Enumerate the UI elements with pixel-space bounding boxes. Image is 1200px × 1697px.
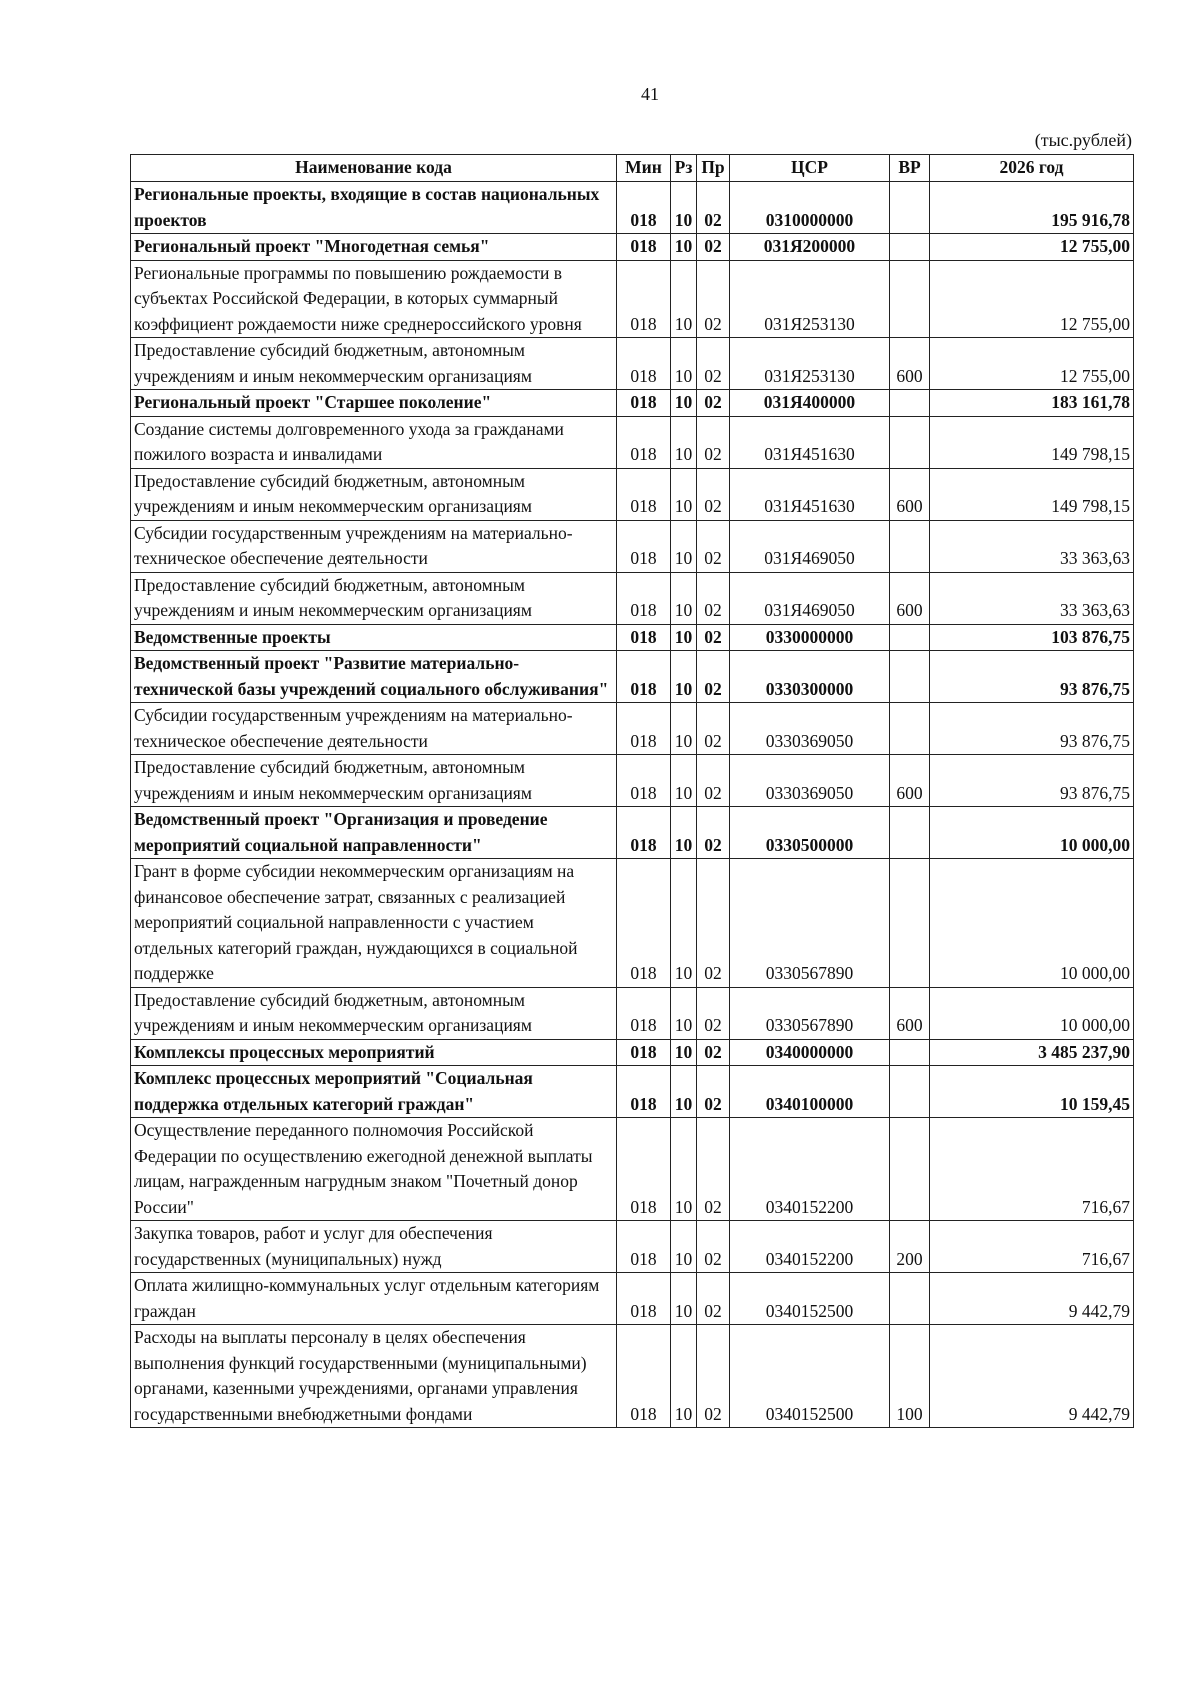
cell-rz: 10 xyxy=(671,1039,697,1066)
table-row xyxy=(131,1221,1134,1273)
cell-pr: 02 xyxy=(697,1118,730,1221)
cell-pr: 02 xyxy=(697,987,730,1039)
cell-name: Предоставление субсидий бюджетным, автономным учреждениям и иным некоммерческим организациям xyxy=(131,987,617,1039)
header-year: 2026 год xyxy=(930,155,1134,182)
cell-pr: 02 xyxy=(697,468,730,520)
cell-min: 018 xyxy=(617,468,671,520)
cell-name: Ведомственные проекты xyxy=(131,624,617,651)
cell-vr xyxy=(890,234,930,261)
cell-amount: 716,67 xyxy=(930,1118,1134,1221)
cell-min: 018 xyxy=(617,703,671,755)
cell-csr: 0330567890 xyxy=(730,987,890,1039)
cell-name: Создание системы долговременного ухода за гражданами пожилого возраста и инвалидами xyxy=(131,416,617,468)
cell-pr: 02 xyxy=(697,260,730,338)
cell-vr: 600 xyxy=(890,572,930,624)
cell-vr: 600 xyxy=(890,468,930,520)
cell-name: Расходы на выплаты персоналу в целях обеспечения выполнения функций государственными (муниципальными) органами, казенными учреждениями, органами управления государственными внебюджетными фондами xyxy=(131,1325,617,1428)
cell-min: 018 xyxy=(617,1325,671,1428)
table-body xyxy=(131,182,1134,1428)
cell-name: Комплекс процессных мероприятий "Социальная поддержка отдельных категорий граждан" xyxy=(131,1066,617,1118)
table-row xyxy=(131,234,1134,261)
cell-rz: 10 xyxy=(671,390,697,417)
cell-name: Региональный проект "Многодетная семья" xyxy=(131,234,617,261)
cell-vr xyxy=(890,1273,930,1325)
cell-pr: 02 xyxy=(697,338,730,390)
cell-rz: 10 xyxy=(671,1273,697,1325)
cell-name: Ведомственный проект "Развитие материально-технической базы учреждений социального обслуживания" xyxy=(131,651,617,703)
cell-min: 018 xyxy=(617,338,671,390)
cell-pr: 02 xyxy=(697,807,730,859)
cell-name: Субсидии государственным учреждениям на материально-техническое обеспечение деятельности xyxy=(131,520,617,572)
budget-table xyxy=(130,154,1134,1428)
cell-name: Ведомственный проект "Организация и проведение мероприятий социальной направленности" xyxy=(131,807,617,859)
cell-pr: 02 xyxy=(697,703,730,755)
table-row xyxy=(131,520,1134,572)
table-row xyxy=(131,651,1134,703)
header-name: Наименование кода xyxy=(131,155,617,182)
cell-vr xyxy=(890,1066,930,1118)
cell-pr: 02 xyxy=(697,651,730,703)
cell-amount: 93 876,75 xyxy=(930,703,1134,755)
table-row xyxy=(131,1066,1134,1118)
cell-pr: 02 xyxy=(697,1221,730,1273)
cell-rz: 10 xyxy=(671,260,697,338)
table-row xyxy=(131,807,1134,859)
cell-name: Комплексы процессных мероприятий xyxy=(131,1039,617,1066)
cell-csr: 031Я451630 xyxy=(730,416,890,468)
cell-rz: 10 xyxy=(671,807,697,859)
cell-pr: 02 xyxy=(697,234,730,261)
cell-pr: 02 xyxy=(697,859,730,988)
cell-min: 018 xyxy=(617,260,671,338)
cell-min: 018 xyxy=(617,1118,671,1221)
cell-csr: 0330300000 xyxy=(730,651,890,703)
cell-rz: 10 xyxy=(671,182,697,234)
table-row xyxy=(131,182,1134,234)
cell-min: 018 xyxy=(617,520,671,572)
cell-min: 018 xyxy=(617,755,671,807)
cell-min: 018 xyxy=(617,1039,671,1066)
cell-min: 018 xyxy=(617,807,671,859)
cell-rz: 10 xyxy=(671,234,697,261)
cell-csr: 0340000000 xyxy=(730,1039,890,1066)
cell-vr xyxy=(890,859,930,988)
cell-pr: 02 xyxy=(697,1273,730,1325)
cell-csr: 031Я200000 xyxy=(730,234,890,261)
cell-name: Предоставление субсидий бюджетным, автономным учреждениям и иным некоммерческим организациям xyxy=(131,338,617,390)
cell-amount: 12 755,00 xyxy=(930,338,1134,390)
cell-min: 018 xyxy=(617,1066,671,1118)
header-pr: Пр xyxy=(697,155,730,182)
table-row xyxy=(131,390,1134,417)
cell-min: 018 xyxy=(617,182,671,234)
cell-csr: 031Я469050 xyxy=(730,520,890,572)
cell-csr: 0330567890 xyxy=(730,859,890,988)
cell-rz: 10 xyxy=(671,987,697,1039)
cell-pr: 02 xyxy=(697,624,730,651)
cell-min: 018 xyxy=(617,572,671,624)
cell-vr xyxy=(890,807,930,859)
cell-csr: 031Я253130 xyxy=(730,338,890,390)
cell-pr: 02 xyxy=(697,572,730,624)
cell-amount: 195 916,78 xyxy=(930,182,1134,234)
cell-vr xyxy=(890,390,930,417)
cell-amount: 33 363,63 xyxy=(930,572,1134,624)
cell-vr xyxy=(890,520,930,572)
cell-vr xyxy=(890,624,930,651)
cell-min: 018 xyxy=(617,859,671,988)
cell-amount: 93 876,75 xyxy=(930,755,1134,807)
cell-rz: 10 xyxy=(671,1066,697,1118)
cell-csr: 0340152500 xyxy=(730,1325,890,1428)
cell-name: Предоставление субсидий бюджетным, автономным учреждениям и иным некоммерческим организациям xyxy=(131,468,617,520)
cell-amount: 183 161,78 xyxy=(930,390,1134,417)
cell-csr: 0330369050 xyxy=(730,755,890,807)
cell-min: 018 xyxy=(617,390,671,417)
units-label: (тыс.рублей) xyxy=(1034,130,1132,150)
cell-rz: 10 xyxy=(671,468,697,520)
table-row xyxy=(131,468,1134,520)
cell-amount: 10 000,00 xyxy=(930,987,1134,1039)
cell-rz: 10 xyxy=(671,624,697,651)
cell-pr: 02 xyxy=(697,1066,730,1118)
cell-rz: 10 xyxy=(671,755,697,807)
cell-min: 018 xyxy=(617,987,671,1039)
table-row xyxy=(131,1118,1134,1221)
cell-rz: 10 xyxy=(671,1118,697,1221)
table-header-row xyxy=(131,155,1134,182)
cell-csr: 0330500000 xyxy=(730,807,890,859)
table-row xyxy=(131,859,1134,988)
cell-rz: 10 xyxy=(671,1221,697,1273)
cell-vr: 600 xyxy=(890,338,930,390)
cell-pr: 02 xyxy=(697,416,730,468)
cell-amount: 716,67 xyxy=(930,1221,1134,1273)
cell-amount: 10 159,45 xyxy=(930,1066,1134,1118)
cell-min: 018 xyxy=(617,234,671,261)
table-row xyxy=(131,572,1134,624)
cell-csr: 0340152200 xyxy=(730,1118,890,1221)
cell-csr: 031Я400000 xyxy=(730,390,890,417)
cell-name: Оплата жилищно-коммунальных услуг отдельным категориям граждан xyxy=(131,1273,617,1325)
cell-rz: 10 xyxy=(671,416,697,468)
cell-pr: 02 xyxy=(697,390,730,417)
cell-rz: 10 xyxy=(671,520,697,572)
page-number: 41 xyxy=(641,84,659,104)
cell-csr: 0340152200 xyxy=(730,1221,890,1273)
table-row xyxy=(131,1273,1134,1325)
cell-csr: 0340100000 xyxy=(730,1066,890,1118)
cell-amount: 12 755,00 xyxy=(930,260,1134,338)
cell-vr xyxy=(890,182,930,234)
cell-rz: 10 xyxy=(671,1325,697,1428)
cell-amount: 9 442,79 xyxy=(930,1273,1134,1325)
table-row xyxy=(131,987,1134,1039)
cell-csr: 0340152500 xyxy=(730,1273,890,1325)
cell-vr: 200 xyxy=(890,1221,930,1273)
table-row xyxy=(131,755,1134,807)
cell-pr: 02 xyxy=(697,182,730,234)
cell-name: Закупка товаров, работ и услуг для обеспечения государственных (муниципальных) нужд xyxy=(131,1221,617,1273)
cell-vr xyxy=(890,1118,930,1221)
cell-vr xyxy=(890,703,930,755)
cell-rz: 10 xyxy=(671,859,697,988)
cell-name: Предоставление субсидий бюджетным, автономным учреждениям и иным некоммерческим организациям xyxy=(131,755,617,807)
cell-rz: 10 xyxy=(671,703,697,755)
cell-name: Региональные проекты, входящие в состав национальных проектов xyxy=(131,182,617,234)
cell-pr: 02 xyxy=(697,1325,730,1428)
cell-csr: 031Я451630 xyxy=(730,468,890,520)
cell-amount: 10 000,00 xyxy=(930,807,1134,859)
cell-amount: 149 798,15 xyxy=(930,416,1134,468)
cell-pr: 02 xyxy=(697,755,730,807)
cell-amount: 103 876,75 xyxy=(930,624,1134,651)
table-row xyxy=(131,338,1134,390)
cell-name: Субсидии государственным учреждениям на материально-техническое обеспечение деятельности xyxy=(131,703,617,755)
table-row xyxy=(131,260,1134,338)
cell-rz: 10 xyxy=(671,572,697,624)
cell-vr: 600 xyxy=(890,755,930,807)
cell-vr xyxy=(890,1039,930,1066)
cell-vr: 600 xyxy=(890,987,930,1039)
cell-amount: 93 876,75 xyxy=(930,651,1134,703)
header-vr: ВР xyxy=(890,155,930,182)
table-row xyxy=(131,1039,1134,1066)
cell-amount: 3 485 237,90 xyxy=(930,1039,1134,1066)
cell-vr xyxy=(890,651,930,703)
table-row xyxy=(131,624,1134,651)
cell-amount: 10 000,00 xyxy=(930,859,1134,988)
cell-csr: 0310000000 xyxy=(730,182,890,234)
cell-name: Региональный проект "Старшее поколение" xyxy=(131,390,617,417)
cell-csr: 031Я469050 xyxy=(730,572,890,624)
cell-name: Предоставление субсидий бюджетным, автономным учреждениям и иным некоммерческим организациям xyxy=(131,572,617,624)
cell-vr xyxy=(890,416,930,468)
cell-pr: 02 xyxy=(697,1039,730,1066)
cell-min: 018 xyxy=(617,416,671,468)
cell-min: 018 xyxy=(617,1273,671,1325)
cell-rz: 10 xyxy=(671,651,697,703)
table-row xyxy=(131,1325,1134,1428)
cell-csr: 0330369050 xyxy=(730,703,890,755)
cell-vr: 100 xyxy=(890,1325,930,1428)
cell-name: Грант в форме субсидии некоммерческим организациям на финансовое обеспечение затрат, связанных с реализацией мероприятий социальной направленности с участием отдельных категорий граждан, нуждающихся в социальной поддержке xyxy=(131,859,617,988)
cell-amount: 149 798,15 xyxy=(930,468,1134,520)
table-row xyxy=(131,416,1134,468)
cell-csr: 0330000000 xyxy=(730,624,890,651)
cell-min: 018 xyxy=(617,1221,671,1273)
cell-vr xyxy=(890,260,930,338)
cell-amount: 12 755,00 xyxy=(930,234,1134,261)
header-rz: Рз xyxy=(671,155,697,182)
header-min: Мин xyxy=(617,155,671,182)
cell-csr: 031Я253130 xyxy=(730,260,890,338)
cell-amount: 33 363,63 xyxy=(930,520,1134,572)
header-csr: ЦСР xyxy=(730,155,890,182)
table-row xyxy=(131,703,1134,755)
cell-pr: 02 xyxy=(697,520,730,572)
cell-min: 018 xyxy=(617,624,671,651)
cell-name: Осуществление переданного полномочия Российской Федерации по осуществлению ежегодной денежной выплаты лицам, награжденным нагрудным знаком "Почетный донор России" xyxy=(131,1118,617,1221)
cell-min: 018 xyxy=(617,651,671,703)
cell-name: Региональные программы по повышению рождаемости в субъектах Российской Федерации, в которых суммарный коэффициент рождаемости ниже среднероссийского уровня xyxy=(131,260,617,338)
cell-amount: 9 442,79 xyxy=(930,1325,1134,1428)
cell-rz: 10 xyxy=(671,338,697,390)
